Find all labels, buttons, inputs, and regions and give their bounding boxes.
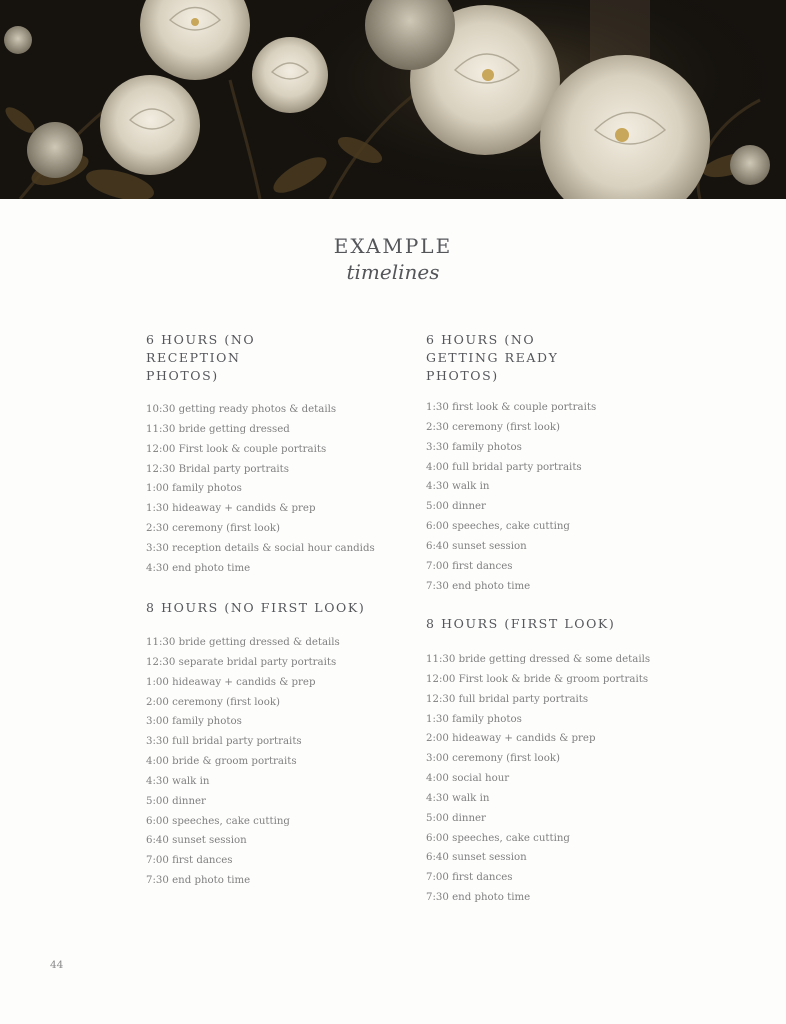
timeline-item: 7:30 end photo time: [426, 580, 531, 592]
timeline-item: 3:00 ceremony (first look): [426, 753, 560, 765]
timeline-item: 6:00 speeches, cake cutting: [146, 815, 290, 827]
timeline-item: 4:30 walk in: [426, 481, 490, 493]
timeline-item: 5:00 dinner: [146, 795, 206, 807]
timeline-item: 6:40 sunset session: [426, 852, 527, 864]
timeline-item: 12:00 First look & couple portraits: [146, 443, 327, 455]
timeline-item: 1:30 family photos: [426, 713, 522, 725]
timeline-list: [426, 398, 676, 596]
timeline-item: 7:30 end photo time: [146, 875, 251, 887]
timeline-item: 7:00 first dances: [426, 560, 513, 572]
timeline-item: 10:30 getting ready photos & details: [146, 404, 337, 415]
timeline-item: 12:00 First look & bride & groom portraits: [426, 673, 649, 685]
roses-illustration: [0, 0, 786, 199]
page-title: EXAMPLE: [333, 234, 453, 258]
section-heading: 6 HOURS (NO GETTING READY PHOTOS): [426, 332, 559, 383]
timeline-item: 12:30 Bridal party portraits: [146, 463, 289, 475]
timeline-item: 11:30 bride getting dressed & some details: [426, 654, 651, 665]
timeline-item: 4:30 walk in: [426, 792, 490, 804]
timeline-item: 1:00 hideaway + candids & prep: [146, 676, 316, 688]
timeline-item: 12:30 separate bridal party portraits: [146, 656, 337, 668]
timeline-item: 3:00 family photos: [146, 716, 242, 728]
page-subtitle: timelines: [346, 260, 440, 284]
timeline-item: 5:00 dinner: [426, 812, 486, 824]
timeline-item: 7:00 first dances: [146, 855, 233, 867]
timeline-8-hours-first-look: [426, 615, 676, 908]
timeline-item: 2:00 ceremony (first look): [146, 696, 280, 708]
timeline-item: 6:40 sunset session: [426, 540, 527, 552]
timeline-8-hours-no-first-look: [146, 599, 396, 891]
timeline-list: [146, 400, 396, 579]
page-number: 44: [50, 959, 64, 971]
timeline-item: 3:30 full bridal party portraits: [146, 736, 302, 748]
timeline-item: 2:30 ceremony (first look): [426, 421, 560, 433]
section-heading: 8 HOURS (NO FIRST LOOK): [146, 600, 366, 615]
section-heading: 6 HOURS (NO RECEPTION PHOTOS): [146, 332, 256, 383]
timeline-item: 4:30 end photo time: [146, 562, 251, 574]
timeline-list: [426, 650, 676, 908]
timeline-6-hours-no-getting-ready: [426, 331, 676, 596]
timeline-item: 4:00 full bridal party portraits: [426, 461, 582, 473]
timeline-item: 3:30 family photos: [426, 441, 522, 453]
timeline-item: 7:00 first dances: [426, 872, 513, 884]
page-heading: [0, 233, 786, 285]
timeline-item: 1:30 first look & couple portraits: [426, 402, 597, 413]
timeline-item: 6:40 sunset session: [146, 835, 247, 847]
timeline-item: 4:00 bride & groom portraits: [146, 756, 297, 768]
hero-photo-white-roses: [0, 0, 786, 199]
timeline-item: 4:30 walk in: [146, 775, 210, 787]
timeline-item: 11:30 bride getting dressed & details: [146, 637, 340, 648]
timeline-list: [146, 633, 396, 891]
timeline-item: 5:00 dinner: [426, 501, 486, 513]
section-heading: 8 HOURS (FIRST LOOK): [426, 616, 616, 631]
timeline-item: 12:30 full bridal party portraits: [426, 693, 589, 705]
timeline-item: 2:00 hideaway + candids & prep: [426, 733, 596, 745]
timeline-item: 3:30 reception details & social hour candids: [146, 542, 375, 554]
timeline-item: 11:30 bride getting dressed: [146, 423, 290, 435]
timeline-item: 1:00 family photos: [146, 483, 242, 495]
timeline-item: 6:00 speeches, cake cutting: [426, 832, 570, 844]
timeline-6-hours-no-reception: [146, 331, 396, 579]
timeline-item: 4:00 social hour: [426, 773, 510, 785]
timeline-item: 6:00 speeches, cake cutting: [426, 521, 570, 533]
timeline-item: 2:30 ceremony (first look): [146, 523, 280, 535]
timeline-item: 7:30 end photo time: [426, 892, 531, 904]
timeline-item: 1:30 hideaway + candids & prep: [146, 503, 316, 515]
